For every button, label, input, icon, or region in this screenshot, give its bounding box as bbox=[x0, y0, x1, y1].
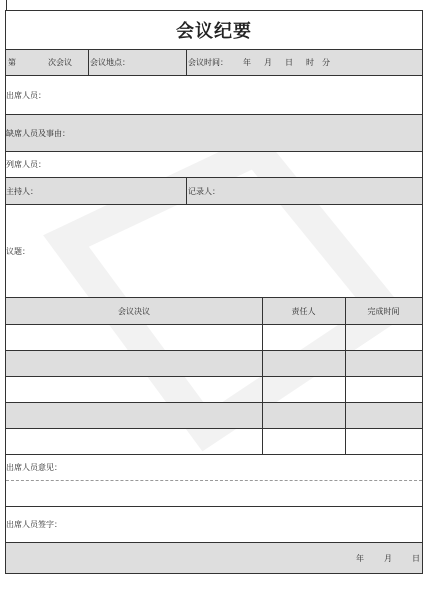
recorder-label: 记录人： bbox=[188, 186, 220, 196]
decision-cell bbox=[6, 403, 262, 428]
time-hour: 时 bbox=[306, 58, 314, 67]
meeting-minutes-form bbox=[5, 10, 423, 574]
deadline-cell bbox=[345, 325, 422, 350]
decision-header: 会议决议 bbox=[118, 306, 150, 316]
table-row bbox=[6, 324, 422, 350]
decision-cell bbox=[6, 325, 262, 350]
top-edge-mark bbox=[6, 0, 7, 10]
decision-cell bbox=[6, 429, 262, 454]
host-label: 主持人： bbox=[6, 186, 38, 196]
owner-cell bbox=[262, 403, 345, 428]
deadline-cell bbox=[345, 403, 422, 428]
opinions-divider bbox=[6, 480, 422, 481]
owner-cell bbox=[262, 429, 345, 454]
host-recorder-row bbox=[6, 177, 422, 204]
owner-cell bbox=[262, 325, 345, 350]
owner-header: 责任人 bbox=[291, 306, 316, 316]
location-label: 会议地点： bbox=[90, 58, 130, 67]
signature-label: 出席人员签字： bbox=[6, 520, 62, 529]
opinions-row bbox=[6, 454, 422, 506]
decisions-header-row bbox=[6, 297, 422, 324]
opinions-label: 出席人员意见： bbox=[6, 462, 62, 472]
time-year: 年 bbox=[243, 58, 251, 67]
agenda-label: 议题： bbox=[6, 246, 30, 256]
absent-label: 缺席人员及事由： bbox=[6, 128, 70, 138]
owner-cell bbox=[262, 351, 345, 376]
deadline-header: 完成时间 bbox=[367, 306, 400, 316]
attendees-row bbox=[6, 75, 422, 114]
meeting-info-row bbox=[6, 49, 422, 75]
time-day: 日 bbox=[285, 58, 293, 67]
observers-label: 列席人员： bbox=[6, 160, 46, 169]
table-row bbox=[6, 428, 422, 454]
time-minute: 分 bbox=[322, 58, 330, 67]
attendees-label: 出席人员： bbox=[6, 90, 46, 100]
time-label: 会议时间： bbox=[188, 58, 228, 67]
footer-year: 年 bbox=[356, 553, 364, 563]
footer-date-row bbox=[6, 542, 422, 573]
decision-cell bbox=[6, 351, 262, 376]
form-title: 会议纪要 bbox=[176, 21, 252, 42]
decision-cell bbox=[6, 377, 262, 402]
deadline-cell bbox=[345, 429, 422, 454]
absent-row bbox=[6, 114, 422, 151]
table-row bbox=[6, 402, 422, 428]
signature-row bbox=[6, 506, 422, 542]
agenda-row bbox=[6, 204, 422, 297]
owner-cell bbox=[262, 377, 345, 402]
observers-row bbox=[6, 151, 422, 177]
session-suffix: 次会议 bbox=[48, 58, 72, 67]
session-prefix: 第 bbox=[8, 58, 16, 67]
footer-day: 日 bbox=[412, 553, 420, 563]
time-month: 月 bbox=[264, 58, 272, 67]
table-row bbox=[6, 350, 422, 376]
deadline-cell bbox=[345, 351, 422, 376]
table-row bbox=[6, 376, 422, 402]
deadline-cell bbox=[345, 377, 422, 402]
footer-month: 月 bbox=[384, 553, 392, 563]
